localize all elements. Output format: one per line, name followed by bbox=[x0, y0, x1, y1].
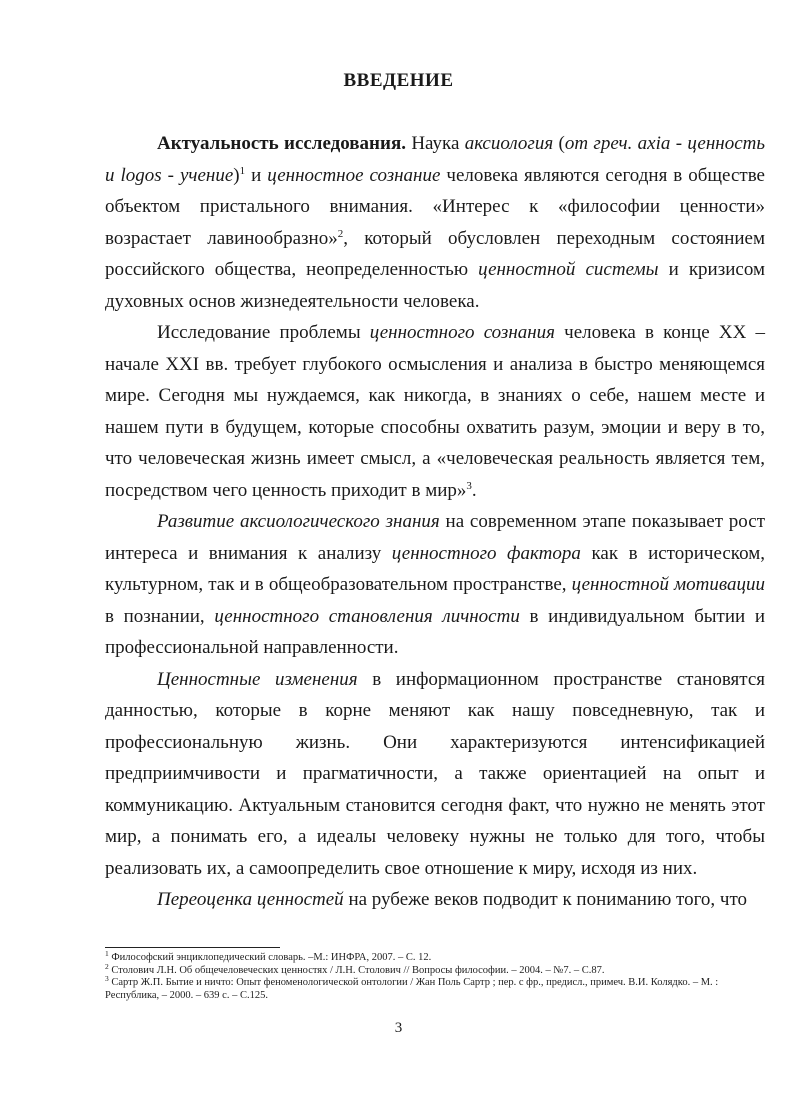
page-number: 3 bbox=[394, 1020, 403, 1036]
footnotes bbox=[105, 949, 767, 1002]
footnote-ref-1: 1 bbox=[239, 164, 246, 177]
footnote-3: $^3$ Сартр Ж.П. Бытие и ничто: Опыт феноменологической онтологии / Жан Поль Сартр ; пер. с фр., предисл., примеч. В.И. Колядко. – М. : Республика, – 2000. – 639 с. – С.125. bbox=[105, 974, 719, 1001]
paragraph-research: Исследование проблемы ценностного сознания человека в конце XX – начале XXI вв. требует глубокого осмысления и анализа в быстро меняющемся мире. Сегодня мы нуждаемся, как никогда, в знаниях о себе, нашем месте и нашем пути в будущем, которые способны охватить разум, эмоции и веру в то, что человеческая жизнь имеет смысл, а «человеческая реальность является тем, посредством чего ценность приходит в мир»$^3$. bbox=[105, 322, 765, 501]
footnote-2: $^2$ Столович Л.Н. Об общечеловеческих ценностях / Л.Н. Столович // Вопросы философии. – 2004. – №7. – С.87. bbox=[105, 961, 605, 976]
footnote-1: $^1$ Философский энциклопедический словарь. –М.: ИНФРА, 2007. – С. 12. bbox=[105, 949, 432, 963]
paragraph-changes: Ценностные изменения в информационном пространстве становятся данностью, которые в корне меняют как нашу повседневную, так и профессиональную жизнь. Они характеризуются интенсификацией предприимчивости и прагматичности, а также ориентацией на опыт и коммуникацию. Актуальным становится сегодня факт, что нужно не менять этот мир, а понимать его, а идеалы человеку нужны не только для того, чтобы реализовать их, а самоопределить свое отношение к миру, исходя из них. bbox=[105, 668, 765, 879]
paragraph-revaluation: Переоценка ценностей на рубеже веков подводит к пониманию того, что bbox=[157, 889, 748, 910]
footnote-divider bbox=[105, 947, 280, 948]
paragraph-relevance: Актуальность исследования. Наука аксиология (от греч. axia - ценность и logos - учение)$^1$ и ценностное сознание человека являются сегодня в обществе объектом пристального внимания. «Интерес к «философии ценности» возрастает лавинообразно»$^2$, который обусловлен переходным состоянием российского общества, неопределенностью ценностной системы и кризисом духовных основ жизнедеятельности человека. bbox=[105, 133, 765, 312]
page-title: ВВЕДЕНИЕ bbox=[343, 70, 454, 91]
section-lead: Актуальность исследования. bbox=[157, 133, 406, 154]
footnote-ref-3: 3 bbox=[466, 479, 472, 492]
footnote-ref-2: 2 bbox=[337, 227, 344, 240]
body-text bbox=[105, 128, 765, 916]
paragraph-axiology: Развитие аксиологического знания на современном этапе показывает рост интереса и внимания к анализу ценностного фактора как в историческом, культурном, так и в общеобразовательном пространстве, ценностной мотивации в познании, ценностного становления личности в индивидуальном бытии и профессиональной направленности. bbox=[105, 511, 766, 658]
